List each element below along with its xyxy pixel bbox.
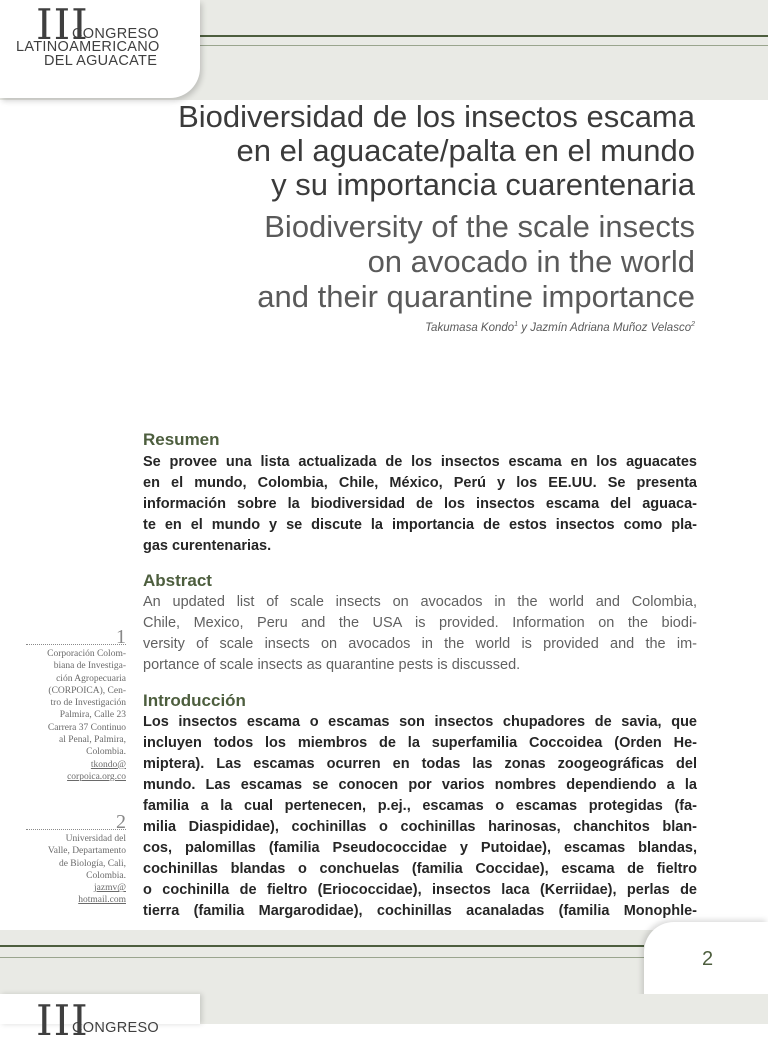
- note-line: Universidad del: [65, 834, 126, 844]
- footer-rule: [0, 945, 644, 947]
- author-2-sup: 2: [691, 321, 695, 328]
- intro-line: cochinillas blandas o conchuelas (familia Coccidae), escama de fieltro: [143, 861, 697, 877]
- note-1-email[interactable]: corpoica.org.co: [67, 771, 126, 782]
- title-es-line: en el aguacate/palta en el mundo: [236, 133, 695, 168]
- next-page-logo-congreso: CONGRESO: [72, 1020, 159, 1036]
- note-2-email[interactable]: hotmail.com: [78, 895, 126, 906]
- note-line: Carrera 37 Continuo: [47, 722, 126, 733]
- intro-line: Los insectos escama o escamas son insectos chupadores de savia, que: [143, 714, 697, 730]
- resumen-line: información sobre la biodiversidad de los insectos escama del aguaca-: [143, 496, 697, 512]
- note-line: al Penal, Palmira,: [58, 735, 126, 746]
- note-line: tro de Investigación: [50, 698, 126, 709]
- title-en-line: and their quarantine importance: [257, 279, 695, 314]
- note-line: Colombia.: [86, 870, 126, 881]
- intro-line: familia a la cual pertenecen, p.ej., escamas o escamas protegidas (fa-: [143, 798, 697, 814]
- abstract-line: versity of scale insects on avocados in the world is provided and the im-: [143, 636, 697, 652]
- note-line: Colombia.: [86, 747, 126, 758]
- affiliation-note-1: [26, 626, 126, 783]
- resumen-line: en el mundo, Colombia, Chile, México, Perú y los EE.UU. Se presenta: [143, 475, 697, 491]
- note-line: ción Agropecuaria: [56, 673, 126, 684]
- footer-rule-thin: [0, 957, 644, 958]
- title-english: [95, 209, 695, 314]
- note-1-number: 1: [116, 626, 126, 648]
- logo-text-latinoamericano: LATINOAMERICANO: [16, 39, 160, 55]
- next-page-logo-numeral: III: [36, 996, 89, 1045]
- note-line: biana de Investiga-: [53, 661, 126, 672]
- logo-numeral: III: [36, 0, 89, 49]
- resumen-line: Se provee una lista actualizada de los insectos escama en los aguacates: [143, 454, 697, 470]
- note-line: Valle, Departamento: [47, 846, 126, 857]
- abstract-body: [143, 592, 697, 676]
- intro-line: miptera). Las escamas ocurren en todas las zonas zoogeográficas del: [143, 756, 697, 772]
- introduccion-body: [143, 712, 697, 922]
- author-2: Jazmín Adriana Muñoz Velasco: [530, 321, 692, 334]
- intro-line: tierra (familia Margarodidae), cochinillas acanaladas (familia Monophle-: [143, 903, 697, 919]
- note-line: de Biología, Cali,: [58, 858, 126, 869]
- logo-text-congreso: CONGRESO: [72, 26, 159, 42]
- intro-line: milia Diaspididae), cochinillas o cochinillas harinosas, chanchitos blan-: [143, 819, 697, 835]
- abstract-line: An updated list of scale insects on avocados in the world and Colombia,: [143, 594, 697, 610]
- intro-line: incluyen todos los miembros de la superfamilia Coccoidea (Orden He-: [143, 735, 697, 751]
- logo-text-aguacate: DEL AGUACATE: [44, 53, 158, 69]
- title-spanish: [95, 100, 695, 202]
- abstract-line: Chile, Mexico, Peru and the USA is provided. Information on the biodi-: [143, 615, 697, 631]
- header-rule: [200, 35, 768, 37]
- note-line: Palmira, Calle 23: [59, 710, 126, 721]
- intro-line: mundo. Las escamas se conocen por varios nombres dependiendo a la: [143, 777, 697, 793]
- note-line: (CORPOICA), Cen-: [48, 685, 126, 696]
- title-es-line: Biodiversidad de los insectos escama: [178, 99, 695, 134]
- author-connector: y: [518, 321, 531, 334]
- intro-line: cos, palomillas (familia Pseudococcidae y Putoidae), escamas blandas,: [143, 840, 697, 856]
- affiliation-note-2: [26, 811, 126, 907]
- note-2-rule: [26, 811, 126, 833]
- header-rule-thin: [200, 45, 768, 46]
- authors: [425, 321, 695, 334]
- note-line: Corporación Colom-: [47, 649, 126, 659]
- next-page-logo-tab: [0, 994, 200, 1045]
- note-2-number: 2: [116, 811, 126, 833]
- author-1: Takumasa Kondo: [425, 321, 515, 334]
- note-2-email[interactable]: jazmv@: [94, 883, 126, 894]
- title-es-line: y su importancia cuarentenaria: [271, 167, 695, 202]
- heading-abstract: Abstract: [143, 571, 212, 590]
- note-1-email[interactable]: tkondo@: [90, 759, 126, 770]
- abstract-line: portance of scale insects as quarantine pests is discussed.: [143, 657, 521, 673]
- heading-introduccion: Introducción: [143, 691, 246, 710]
- heading-resumen: Resumen: [143, 430, 220, 449]
- resumen-line: te en el mundo y se discute la importancia de estos insectos como pla-: [143, 517, 697, 533]
- congress-logo-panel: [0, 0, 200, 98]
- title-en-line: on avocado in the world: [367, 244, 695, 279]
- intro-line: o cochinilla de fieltro (Eriococcidae), insectos laca (Kerriidae), perlas de: [143, 882, 697, 898]
- author-1-sup: 1: [514, 321, 519, 328]
- resumen-line: gas curentenarias.: [143, 538, 272, 554]
- page-number: 2: [702, 948, 714, 970]
- title-en-line: Biodiversity of the scale insects: [264, 209, 695, 244]
- resumen-body: [143, 452, 697, 557]
- note-1-rule: [26, 626, 126, 648]
